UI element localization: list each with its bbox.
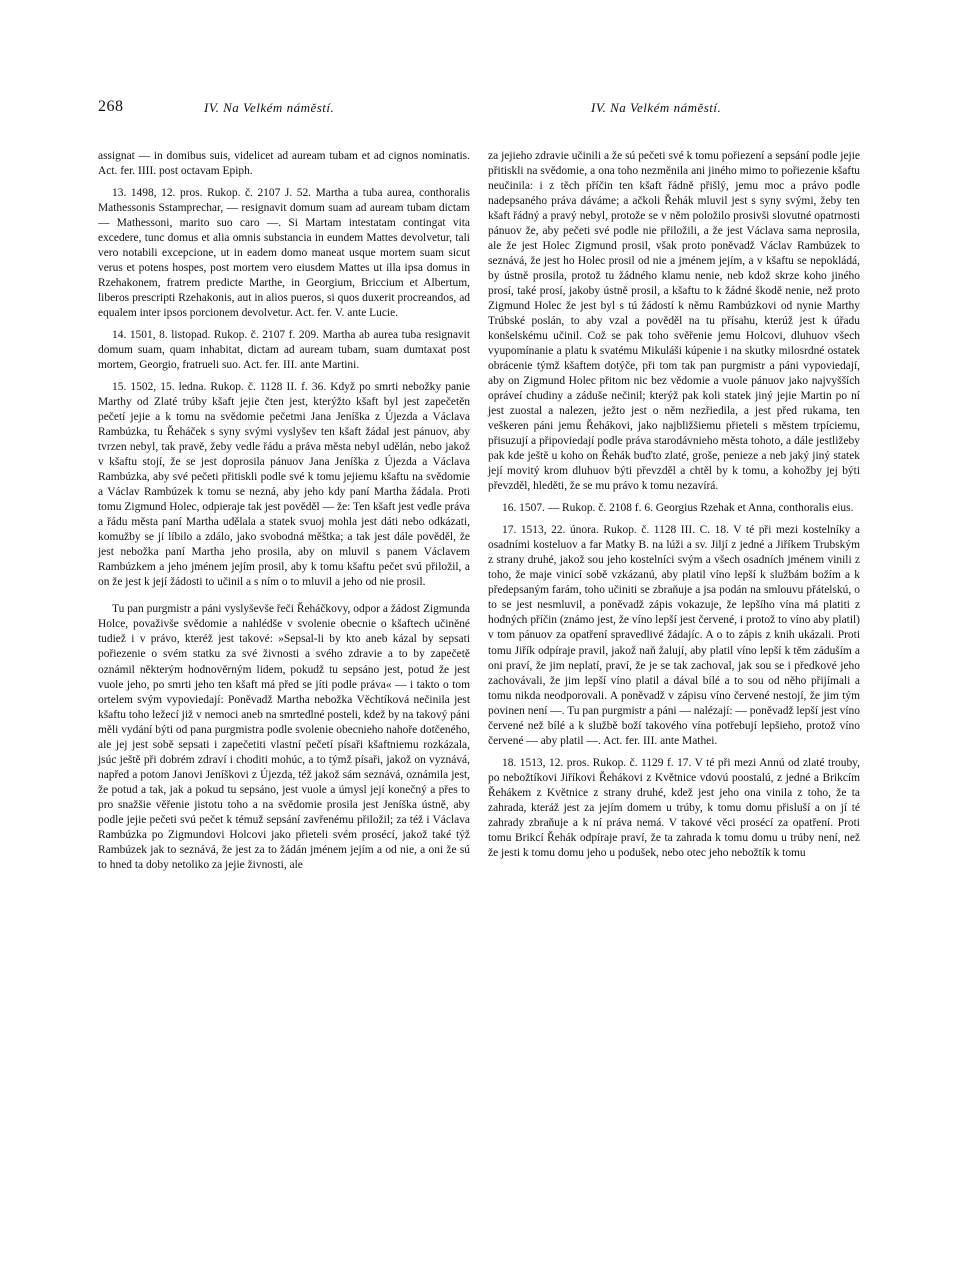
running-title-right: IV. Na Velkém náměstí. <box>591 100 722 115</box>
paragraph-continuation: assignat — in domibus suis, videlicet ad auream tubam et ad cignos nominatis. Act. fer. IIII. post octavam Epiph. <box>98 150 470 178</box>
right-column <box>488 149 860 861</box>
entry-15-verdict: Tu pan purgmistr a páni vyslyševše řeči Řeháčkovy, odpor a žádost Zigmunda Holce, považivše svědomie a nahlédše v svolenie obecnie o kšaftech učiněné tudiež i v právo, kteréž jest takové: »Sepsal-li by kto aneb kázal by sepsati pořiezenie o svém statku za své živnosti a svého zdravie a to by zapečetě oznámil některým hodnověrným lidem, pokudž tu sepsáno jest, potud že jest vuole jeho, po smrti jeho ten kšaft má před se jíti podle práva« — i takto o tom ortelem svým vypoviedají: Poněvadž Martha nebožka Věchtíková nečinila jest kšaftu toho ležecí již v nemoci aneb na smrtedlné posteli, kdež by na takový páni měli vydání býti od pana purgmistra podle svolenie obecnieho nahoře dotčeného, ale jej jest sobě sepsati i zapečetiti vlastní pečetí písaři kšaftniemu rozkázala, jsúc ještě při dobrém zdraví i choditi mohúc, a to týmž písaři, jakož on vyznává, napřed a potom Janovi Jeníškovi z Újezda, též jakož sám seznává, oznámila jest, že potud a tak, jak a pokud tu sepsáno, jest vuole a úmysl její konečný a přes to pro snažšie věřenie jistotu toho a na svědomie prosila jest Jeníška ústně, aby podle jejie pečeti svú pečet k témuž sepsání zavřenému přiložil; za též i Václava Rambúzka po Zigmundovi Holcovi jako přieteli svém prosécí, jakož také týž Rambúzek jak to seznává, že jest za to žádán jménem jejím a od nie, a oni že sú to hned ta doby netoliko za jejie živnosti, ale <box>98 603 470 871</box>
entry-14: 14. 1501, 8. listopad. Rukop. č. 2107 f. 209. Martha ab aurea tuba resignavit domum suam, quam inhabitat, dictam ad auream tubam, suam dumtaxat post mortem, Georgio, fratrueli suo. Act. fer. III. ante Martini. <box>98 329 470 372</box>
paragraph-continuation-right: za jejieho zdravie učinili a že sú pečeti své k tomu pořiezení a sepsání podle jejie přitiskli na svědomie, a ona toho nezměnila ani jiného mimo to pořiezenie kšaftu neučinila: i z těch příčin ten kšaft řádně přišlý, jemu moc a právo podle nadepsaného práva dáváme; a ačkoli Řehák mluvil jest s syny svými, žeby ten kšaft řádný a pravý nebyl, protože se v něm položilo prosivši slovutné opatrnosti pánuov že, aby pečeti své podle nie přiložili, a že jest Václava sama neprosila, ale že jest Holec Zigmund prosil, však proto poněvadž Václav Rambúzek to seznává, že jest ho Holec prosil od nie a jménem jejím, a v kšaftu se nepokládá, by ústně prosila, protož tu žádného klamu nenie, neb kdož skrze koho jiného prosí, také prosí, jakoby ústně prosil, a kšaftu to k žádné škodě nenie, než proto Zigmund Holec že jest byl s tú žádostí k němu Rambúzkovi od nynie Marthy Trúbské poslán, to aby vzal a pověděl na tu přísahu, kterúž jest k úřadu konšelskému učinil. Což se pak toho svěřenie jemu Holcovi, dluhuov všech vyupomínanie a platu k svatému Mikuláši kúpenie i na skutky milosrdné ostatek obrácenie týmž kšaftem dotýče, při tom tak pan purgmistr a páni vypoviedají, aby on Zigmund Holec přitom nic bez vědomie a vuole pánuov jako najvyšších opráveí chudiny a záduše nečinil; kterýž pak koli statek jiný jejie Martin po ní jest zuostal a nalezen, ježto jest o něm nezřiedila, a jest před rukama, ten veškeren páni jemu Řehákovi, jako najbližšiemu přieteli s městem trpíciemu, přisuzují a připoviedají podle práva starodávnieho města tohoto, a dále jestližeby pak kde ještě u koho on Řehák buďto zlaté, groše, penieze a neb jaký jiný statek její movitý krom dluhuov býti převzděl a chtěl by k tomu, a kohožby jej býti převzděl, hleděti, že se mu právo k tomu nezavírá. <box>488 150 860 493</box>
entry-18: 18. 1513, 12. pros. Rukop. č. 1129 f. 17. V té při mezi Annú od zlaté trouby, po nebožtíkovi Jiříkovi Řehákovi z Květnice vdovú poostalú, z jedné a Brikcím Řehákem z Květnice z strany druhé, kdež jest jeho ona vinila z toho, že ta zahrada, kteráž jest za jejím domem u trúby, k tomu domu přisluší a on jí té zahrady zbraňuje a k ní práva nemá. V takové věci prosécí za opatření. Proti tomu Brikcí Řehák odpíraje praví, že ta zahrada k tomu domu u trúby není, než že jesti k tomu domu jeho u podušek, nebo otec jeho nebožtík k tomu <box>488 756 860 859</box>
left-column <box>98 149 470 873</box>
entry-13: 13. 1498, 12. pros. Rukop. č. 2107 J. 52. Martha a tuba aurea, conthoralis Mathessonis Sstamprechar, — resignavit domum suam ad auream tubam dictam — Mathessoni, marito suo caro —. Si Martam intestatam contingat vita excedere, tunc domus et alia omnis substancia in eundem Mattes devolvetur, tali vero notabili excepcione, ut in eadem domo maneat usque mortem suam sicut verus et potens hospes, post mortem vero eiusdem Mattes ut illa ipsa domus in Rzehakonem, fratrem predicte Marthe, in Georgium, Briccium et Albertum, liberos prescripti Rzehakonis, aut in alios pueros, si quos duxerit procreandos, ad equalem inter ipsos porcionem devolvetur. Act. fer. V. ante Lucie. <box>98 187 470 320</box>
entry-17: 17. 1513, 22. února. Rukop. č. 1128 III. C. 18. V té při mezi kostelníky a osadními kosteluov a far Matky B. na lúži a sv. Jiljí z jedné a Jiříkem Trubským z strany druhé, jakož sou jeho kostelníci svým a všech osadních jménem vinili z toho, že maje vinicí sobě vzkázanú, aby platil víno lepší k službám božím a k předepsaným farám, toho učiniti se zbraňuje a jsa podán na smlouvu přátelskú, o to se jest nesmluvil, a poněvadž zápis vokazuje, že lepšího vína má platiti z hodných příčin (známo jest, že víno lepší jest červené, i protož to víno aby platil) v tom pánuov za opatření spravedlivé žádajíc. A o to zápis z knih ukázali. Proti tomu Jiřík odpíraje pravil, jakož naň žalují, aby platil víno lepší k těm záduším a oni praví, že jim neplatí, praví, že je se tak zachoval, jak sou se i předkové jeho zachovávali, že jim lepší víno platil a dával bílé a to sou od něho přijímali a tomu nikda neodporovali. A poněvadž v zápisu víno červené nestojí, že jim tým povinen není —. Tu pan purgmistr a páni — nalézají: — poněvadž lepší jest víno červené než bílé a k službě boží takového vína potřebují lepšieho, protož víno červené — aby platil —. Act. fer. III. ante Mathei. <box>488 524 860 747</box>
page-number: 268 <box>98 98 124 115</box>
entry-16: 16. 1507. — Rukop. č. 2108 f. 6. Georgius Rzehak et Anna, conthoralis eius. <box>502 502 854 515</box>
page-header <box>98 98 873 122</box>
entry-15: 15. 1502, 15. ledna. Rukop. č. 1128 II. f. 36. Když po smrti nebožky panie Marthy od Zlaté trúby kšaft jejie čten jest, kterýžto kšaft byl jest zapečetěn pečetí jejie a k tomu na svědomie pečetmi Jana Jeníška z Újezda a Václava Rambúzka, tu Řeháček s syny svými vyslyšev ten kšaft žádal jest pánuov, aby tvrzen nebyl, tak pravě, žeby vedle řádu a práva města nebyl udělán, nebo jakož v kšaftu stojí, že se jest doprosila pánuov Jana Jeníška z Újezda a Václava Rambúzka, aby své pečeti přitiskli podle své k tomu jejiemu kšaftu na svědomie a Václav Rambúzek k tomu se nezná, aby jeho kdy paní Martha žádala. Proti tomu Zigmund Holec, odpieraje tak jest pověděl — že: Ten kšaft jest vedle práva a řádu města paní Martha udělala a statek svuoj mohla jest dáti nebo odkázati, komužby se jí líbilo a zdálo, jako svobodná měštka; a tak jest dále pověděl, že jest nebožka paní Martha jeho prosila, aby on mluvil s panem Václavem Rambúzkem a jeho jménem jejím prosil, aby k tomu kšaftu pečet svú přiložil, a on že jest k její žádosti to učinil a s ním o to mluvil a jeho od nie prosil. <box>98 381 470 589</box>
running-title-left: IV. Na Velkém náměstí. <box>204 100 335 115</box>
